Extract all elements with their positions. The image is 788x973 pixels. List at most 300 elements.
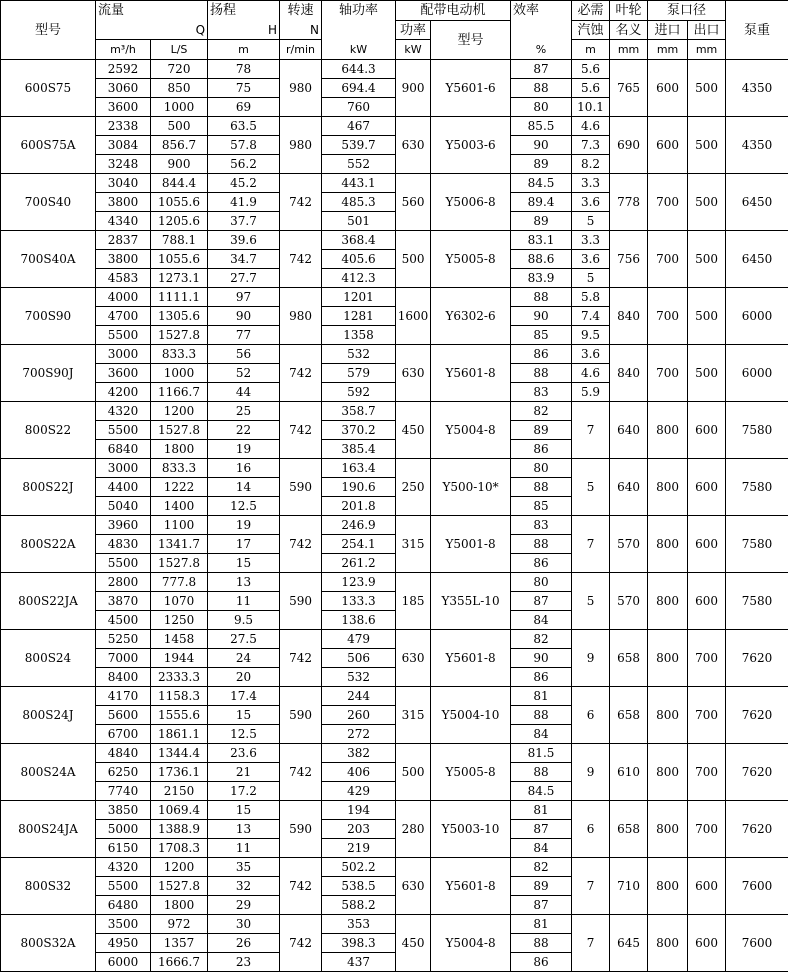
flow-ls-cell: 833.3 [151,345,208,364]
efficiency-cell: 85 [511,497,572,516]
flow-ls-cell: 1357 [151,934,208,953]
head-cell: 19 [208,440,280,459]
flow-ls-cell: 720 [151,60,208,79]
model-cell: 700S40A [1,231,96,288]
unit-npsh: m [572,40,610,60]
outlet-cell: 500 [688,288,726,345]
head-cell: 16 [208,459,280,478]
head-cell: 52 [208,364,280,383]
head-cell: 56.2 [208,155,280,174]
npsh-cell: 3.6 [572,250,610,269]
efficiency-cell: 90 [511,649,572,668]
efficiency-cell: 86 [511,440,572,459]
motor-power-cell: 1600 [396,288,431,345]
inlet-cell: 800 [648,801,688,858]
head-cell: 17.4 [208,687,280,706]
flow-ls-cell: 1944 [151,649,208,668]
flow-m3h-cell: 3040 [96,174,151,193]
shaft-power-cell: 694.4 [322,79,396,98]
inlet-cell: 800 [648,687,688,744]
flow-m3h-cell: 5500 [96,877,151,896]
table-row [1,744,788,763]
shaft-power-cell: 272 [322,725,396,744]
flow-m3h-cell: 3084 [96,136,151,155]
flow-m3h-cell: 4400 [96,478,151,497]
head-cell: 77 [208,326,280,345]
flow-m3h-cell: 3800 [96,250,151,269]
speed-cell: 742 [280,744,322,801]
shaft-power-cell: 532 [322,345,396,364]
shaft-power-cell: 539.7 [322,136,396,155]
flow-m3h-cell: 5500 [96,421,151,440]
shaft-power-cell: 1358 [322,326,396,345]
efficiency-cell: 86 [511,345,572,364]
efficiency-cell: 85 [511,326,572,345]
speed-cell: 980 [280,117,322,174]
flow-m3h-cell: 2837 [96,231,151,250]
motor-power-cell: 250 [396,459,431,516]
head-cell: 12.5 [208,497,280,516]
flow-m3h-cell: 6700 [96,725,151,744]
motor-model-cell: Y5601-8 [431,858,511,915]
speed-cell: 742 [280,630,322,687]
efficiency-cell: 83 [511,383,572,402]
outlet-cell: 500 [688,117,726,174]
head-cell: 75 [208,79,280,98]
header-ports: 泵口径 [648,1,726,21]
shaft-power-cell: 261.2 [322,554,396,573]
motor-power-cell: 560 [396,174,431,231]
speed-cell: 590 [280,687,322,744]
table-row [1,630,788,649]
motor-power-cell: 630 [396,117,431,174]
flow-ls-cell: 1800 [151,896,208,915]
shaft-power-cell: 532 [322,668,396,687]
shaft-power-cell: 485.3 [322,193,396,212]
efficiency-cell: 80 [511,459,572,478]
flow-m3h-cell: 6000 [96,953,151,972]
speed-cell: 742 [280,516,322,573]
model-cell: 800S24 [1,630,96,687]
model-cell: 800S24JA [1,801,96,858]
head-cell: 56 [208,345,280,364]
flow-ls-cell: 1708.3 [151,839,208,858]
flow-m3h-cell: 4320 [96,858,151,877]
flow-m3h-cell: 4340 [96,212,151,231]
flow-m3h-cell: 2592 [96,60,151,79]
flow-ls-cell: 1800 [151,440,208,459]
motor-model-cell: Y5004-8 [431,402,511,459]
flow-m3h-cell: 3850 [96,801,151,820]
efficiency-cell: 89 [511,155,572,174]
npsh-cell: 9 [572,630,610,687]
speed-cell: 742 [280,915,322,972]
flow-ls-cell: 777.8 [151,573,208,592]
shaft-power-cell: 358.7 [322,402,396,421]
head-cell: 44 [208,383,280,402]
flow-m3h-cell: 5500 [96,326,151,345]
weight-cell: 7580 [726,573,788,630]
model-cell: 700S40 [1,174,96,231]
head-cell: 69 [208,98,280,117]
head-cell: 11 [208,839,280,858]
head-cell: 45.2 [208,174,280,193]
head-cell: 23 [208,953,280,972]
efficiency-cell: 84 [511,725,572,744]
table-row [1,801,788,820]
shaft-power-cell: 382 [322,744,396,763]
efficiency-cell: 86 [511,668,572,687]
motor-power-cell: 500 [396,744,431,801]
head-cell: 20 [208,668,280,687]
shaft-power-cell: 201.8 [322,497,396,516]
weight-cell: 7620 [726,630,788,687]
flow-ls-cell: 1111.1 [151,288,208,307]
inlet-cell: 700 [648,174,688,231]
outlet-cell: 600 [688,573,726,630]
head-cell: 39.6 [208,231,280,250]
flow-m3h-cell: 5600 [96,706,151,725]
efficiency-cell: 84 [511,839,572,858]
weight-cell: 7600 [726,915,788,972]
efficiency-cell: 80 [511,573,572,592]
header-head: 扬程 [208,1,280,21]
model-cell: 800S22JA [1,573,96,630]
weight-cell: 7580 [726,516,788,573]
flow-ls-cell: 1250 [151,611,208,630]
table-row [1,117,788,136]
shaft-power-cell: 219 [322,839,396,858]
flow-ls-cell: 1222 [151,478,208,497]
inlet-cell: 600 [648,60,688,117]
flow-ls-cell: 1400 [151,497,208,516]
impeller-cell: 840 [610,288,648,345]
motor-model-cell: Y5601-8 [431,345,511,402]
header-flow: 流量 [96,1,208,21]
motor-model-cell: Y5006-8 [431,174,511,231]
npsh-cell: 5.9 [572,383,610,402]
unit-impeller: mm [610,40,648,60]
outlet-cell: 700 [688,801,726,858]
inlet-cell: 600 [648,117,688,174]
npsh-cell: 8.2 [572,155,610,174]
head-cell: 34.7 [208,250,280,269]
table-row [1,402,788,421]
speed-cell: 742 [280,174,322,231]
motor-model-cell: Y5003-6 [431,117,511,174]
header-inlet: 进口 [648,21,688,40]
unit-head: m [208,40,280,60]
flow-ls-cell: 1458 [151,630,208,649]
flow-ls-cell: 1273.1 [151,269,208,288]
inlet-cell: 700 [648,288,688,345]
flow-m3h-cell: 2338 [96,117,151,136]
head-cell: 57.8 [208,136,280,155]
efficiency-cell: 84 [511,611,572,630]
efficiency-cell: 83.9 [511,269,572,288]
efficiency-cell: 87 [511,60,572,79]
model-cell: 800S22 [1,402,96,459]
flow-m3h-cell: 3800 [96,193,151,212]
efficiency-cell: 89 [511,877,572,896]
efficiency-cell: 88 [511,706,572,725]
outlet-cell: 600 [688,402,726,459]
flow-ls-cell: 1555.6 [151,706,208,725]
inlet-cell: 800 [648,630,688,687]
impeller-cell: 570 [610,573,648,630]
flow-m3h-cell: 3060 [96,79,151,98]
shaft-power-cell: 246.9 [322,516,396,535]
head-cell: 22 [208,421,280,440]
flow-m3h-cell: 3500 [96,915,151,934]
flow-m3h-cell: 4200 [96,383,151,402]
npsh-cell: 3.6 [572,345,610,364]
head-cell: 32 [208,877,280,896]
impeller-cell: 610 [610,744,648,801]
inlet-cell: 800 [648,915,688,972]
efficiency-cell: 83.1 [511,231,572,250]
efficiency-cell: 88 [511,763,572,782]
flow-ls-cell: 833.3 [151,459,208,478]
efficiency-cell: 81 [511,687,572,706]
flow-ls-cell: 1200 [151,402,208,421]
head-cell: 21 [208,763,280,782]
flow-ls-cell: 1055.6 [151,250,208,269]
header-impeller-2: 名义 [610,21,648,40]
flow-m3h-cell: 3000 [96,345,151,364]
shaft-power-cell: 194 [322,801,396,820]
head-cell: 15 [208,554,280,573]
impeller-cell: 658 [610,801,648,858]
flow-m3h-cell: 5000 [96,820,151,839]
motor-power-cell: 315 [396,687,431,744]
table-row [1,60,788,79]
npsh-cell: 4.6 [572,117,610,136]
model-cell: 800S24A [1,744,96,801]
inlet-cell: 700 [648,231,688,288]
impeller-cell: 640 [610,459,648,516]
npsh-cell: 7.3 [572,136,610,155]
shaft-power-cell: 467 [322,117,396,136]
header-npsh-2: 汽蚀 [572,21,610,40]
efficiency-cell: 87 [511,592,572,611]
head-cell: 41.9 [208,193,280,212]
shaft-power-cell: 405.6 [322,250,396,269]
efficiency-cell: 86 [511,554,572,573]
impeller-cell: 658 [610,630,648,687]
speed-cell: 590 [280,573,322,630]
weight-cell: 4350 [726,60,788,117]
efficiency-cell: 89.4 [511,193,572,212]
shaft-power-cell: 163.4 [322,459,396,478]
table-row [1,231,788,250]
header-speed: 转速 [280,1,322,21]
model-cell: 600S75A [1,117,96,174]
flow-ls-cell: 856.7 [151,136,208,155]
shaft-power-cell: 260 [322,706,396,725]
efficiency-cell: 87 [511,896,572,915]
efficiency-cell: 90 [511,307,572,326]
motor-power-cell: 280 [396,801,431,858]
flow-ls-cell: 1100 [151,516,208,535]
head-cell: 13 [208,573,280,592]
motor-model-cell: Y355L-10 [431,573,511,630]
shaft-power-cell: 203 [322,820,396,839]
efficiency-cell: 81 [511,915,572,934]
flow-m3h-cell: 6150 [96,839,151,858]
table-row [1,459,788,478]
efficiency-cell: 81 [511,801,572,820]
motor-model-cell: Y5005-8 [431,744,511,801]
speed-cell: 980 [280,288,322,345]
outlet-cell: 700 [688,630,726,687]
motor-model-cell: Y5005-8 [431,231,511,288]
npsh-cell: 9 [572,744,610,801]
head-cell: 15 [208,801,280,820]
flow-m3h-cell: 3600 [96,98,151,117]
pump-spec-body [1,1,788,972]
model-cell: 700S90 [1,288,96,345]
model-cell: 800S22A [1,516,96,573]
motor-power-cell: 630 [396,630,431,687]
head-cell: 35 [208,858,280,877]
npsh-cell: 9.5 [572,326,610,345]
flow-m3h-cell: 4583 [96,269,151,288]
header-weight: 泵重 [726,1,788,60]
shaft-power-cell: 385.4 [322,440,396,459]
efficiency-cell: 84.5 [511,782,572,801]
speed-cell: 590 [280,801,322,858]
flow-ls-cell: 1527.8 [151,421,208,440]
motor-model-cell: Y5601-8 [431,630,511,687]
efficiency-cell: 82 [511,858,572,877]
unit-shaft-power: kW [322,40,396,60]
flow-m3h-cell: 6480 [96,896,151,915]
flow-m3h-cell: 3960 [96,516,151,535]
shaft-power-cell: 353 [322,915,396,934]
header-motor: 配带电动机 [396,1,511,21]
efficiency-cell: 88 [511,535,572,554]
weight-cell: 7620 [726,801,788,858]
weight-cell: 4350 [726,117,788,174]
motor-power-cell: 900 [396,60,431,117]
efficiency-cell: 88 [511,79,572,98]
efficiency-cell: 88 [511,364,572,383]
shaft-power-cell: 588.2 [322,896,396,915]
shaft-power-cell: 123.9 [322,573,396,592]
motor-model-cell: Y500-10* [431,459,511,516]
unit-outlet: mm [688,40,726,60]
outlet-cell: 700 [688,687,726,744]
shaft-power-cell: 244 [322,687,396,706]
shaft-power-cell: 406 [322,763,396,782]
flow-m3h-cell: 3248 [96,155,151,174]
shaft-power-cell: 190.6 [322,478,396,497]
flow-m3h-cell: 5500 [96,554,151,573]
weight-cell: 6000 [726,345,788,402]
motor-power-cell: 500 [396,231,431,288]
head-cell: 23.6 [208,744,280,763]
flow-m3h-cell: 3600 [96,364,151,383]
flow-ls-cell: 1527.8 [151,326,208,345]
speed-cell: 742 [280,858,322,915]
npsh-cell: 7.4 [572,307,610,326]
flow-ls-cell: 500 [151,117,208,136]
header-model: 型号 [1,1,96,60]
unit-inlet: mm [648,40,688,60]
head-cell: 9.5 [208,611,280,630]
head-cell: 11 [208,592,280,611]
head-cell: 24 [208,649,280,668]
motor-power-cell: 450 [396,915,431,972]
head-cell: 12.5 [208,725,280,744]
outlet-cell: 700 [688,744,726,801]
header-efficiency: 效率 [511,1,572,40]
model-cell: 800S22J [1,459,96,516]
flow-ls-cell: 1205.6 [151,212,208,231]
impeller-cell: 756 [610,231,648,288]
efficiency-cell: 89 [511,421,572,440]
npsh-cell: 10.1 [572,98,610,117]
npsh-cell: 7 [572,402,610,459]
table-row [1,288,788,307]
shaft-power-cell: 501 [322,212,396,231]
head-cell: 30 [208,915,280,934]
impeller-cell: 778 [610,174,648,231]
model-cell: 600S75 [1,60,96,117]
weight-cell: 6450 [726,174,788,231]
table-row [1,858,788,877]
impeller-cell: 765 [610,60,648,117]
model-cell: 800S32A [1,915,96,972]
npsh-cell: 7 [572,858,610,915]
flow-m3h-cell: 4950 [96,934,151,953]
flow-ls-cell: 1158.3 [151,687,208,706]
flow-ls-cell: 972 [151,915,208,934]
inlet-cell: 800 [648,459,688,516]
flow-ls-cell: 1341.7 [151,535,208,554]
header-outlet: 出口 [688,21,726,40]
shaft-power-cell: 760 [322,98,396,117]
efficiency-cell: 82 [511,402,572,421]
flow-m3h-cell: 6840 [96,440,151,459]
flow-m3h-cell: 4700 [96,307,151,326]
motor-model-cell: Y5004-10 [431,687,511,744]
header-flow-q: Q [96,21,208,40]
shaft-power-cell: 398.3 [322,934,396,953]
flow-ls-cell: 1666.7 [151,953,208,972]
npsh-cell: 7 [572,516,610,573]
model-cell: 700S90J [1,345,96,402]
weight-cell: 7600 [726,858,788,915]
header-motor-model: 型号 [431,21,511,60]
shaft-power-cell: 538.5 [322,877,396,896]
efficiency-cell: 83 [511,516,572,535]
table-row [1,174,788,193]
motor-model-cell: Y5003-10 [431,801,511,858]
shaft-power-cell: 1281 [322,307,396,326]
head-cell: 17.2 [208,782,280,801]
shaft-power-cell: 254.1 [322,535,396,554]
impeller-cell: 658 [610,687,648,744]
efficiency-cell: 88.6 [511,250,572,269]
motor-model-cell: Y5601-6 [431,60,511,117]
head-cell: 97 [208,288,280,307]
flow-ls-cell: 1166.7 [151,383,208,402]
flow-ls-cell: 850 [151,79,208,98]
npsh-cell: 3.3 [572,174,610,193]
weight-cell: 6450 [726,231,788,288]
